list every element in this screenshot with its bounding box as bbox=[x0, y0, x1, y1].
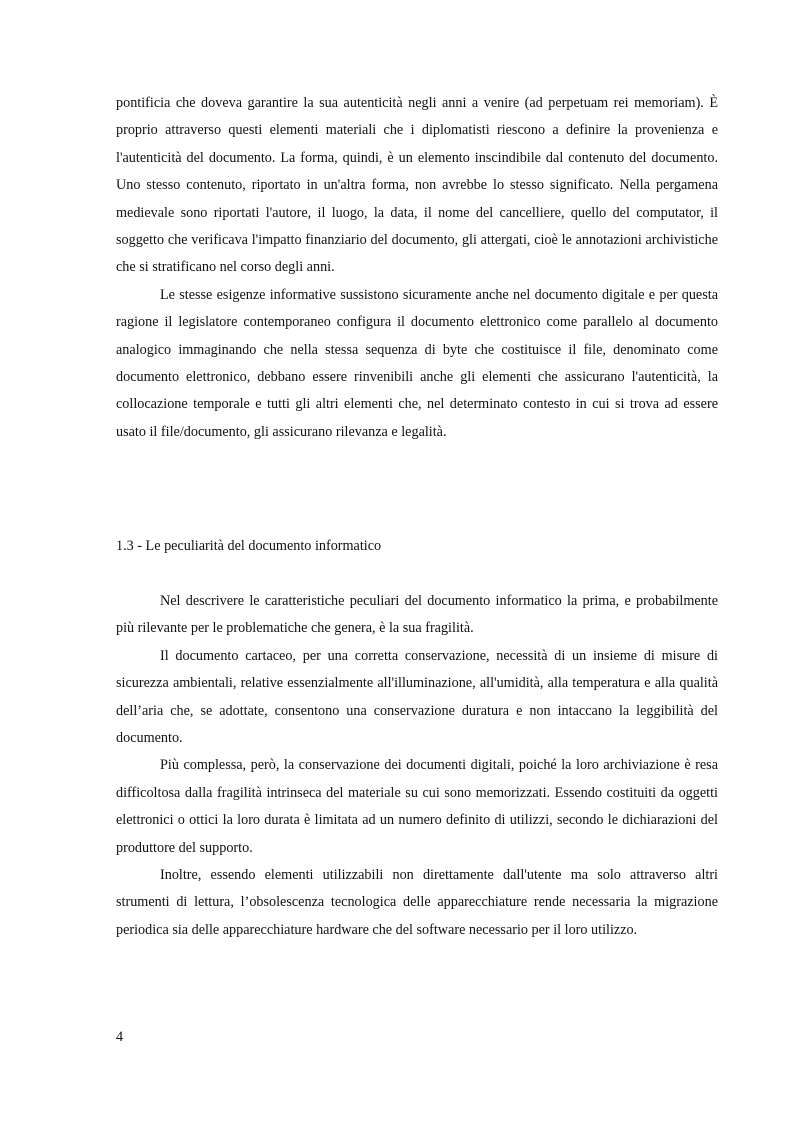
page-number: 4 bbox=[116, 1029, 124, 1045]
paragraph-obsolescence: Inoltre, essendo elementi utilizzabili non direttamente dall'utente ma solo attraverso altri strumenti di lettura, l’obsolescenza tecnologica delle apparecchiature rende necessaria la migrazione periodica sia delle apparecchiature hardware che del software necessario per il loro utilizzo. bbox=[116, 867, 718, 938]
body-text-section bbox=[116, 588, 718, 944]
paragraph-fragility: Nel descrivere le caratteristiche peculiari del documento informatico la prima, e probabilmente più rilevante per le problematiche che genera, è la sua fragilità. bbox=[116, 593, 718, 637]
paragraph-digital-conservation: Più complessa, però, la conservazione dei documenti digitali, poiché la loro archiviazione è resa difficoltosa dalla fragilità intrinseca del materiale su cui sono memorizzati. Essendo costituiti da oggetti elettronici o ottici la loro durata è limitata ad un numero definito di utilizzi, secondo le dichiarazioni del produttore del supporto. bbox=[116, 757, 718, 856]
paragraph-paper-conservation: Il documento cartaceo, per una corretta conservazione, necessità di un insieme di misure di sicurezza ambientali, relative essenzialmente all'illuminazione, all'umidità, alla temperatura e alla qualità dell’aria che, se adottate, consentono una conservazione duratura e non intaccano la leggibilità del documento. bbox=[116, 647, 718, 747]
section-heading: 1.3 - Le peculiarità del documento informatico bbox=[116, 538, 382, 554]
section-heading-block bbox=[116, 533, 718, 560]
paragraph-digital-document: Le stesse esigenze informative sussistono sicuramente anche nel documento digitale e per questa ragione il legislatore contemporaneo configura il documento elettronico come parallelo al documento analogico immaginando che nella stessa sequenza di byte che costituisce il file, denominato come documento elettronico, debbano essere rinvenibili anche gli elementi che assicurano l'autenticità, la collocazione temporale e tutti gli altri elementi che, nel determinato contesto in cui si trova ad essere usato il file/documento, gli assicurano rilevanza e legalità. bbox=[116, 286, 718, 440]
paragraph-continuation: pontificia che doveva garantire la sua autenticità negli anni a venire (ad perpetuam rei memoriam). È proprio attraverso questi elementi materiali che i diplomatisti riescono a definire la provenienza e l'autenticità del documento. La forma, quindi, è un elemento inscindibile dal contenuto del documento. Uno stesso contenuto, riportato in un'altra forma, non avrebbe lo stesso significato. Nella pergamena medievale sono riportati l'autore, il luogo, la data, il nome del cancelliere, quello del computator, il soggetto che verificava l'impatto finanziario del documento, gli attergati, cioè le annotazioni archivistiche che si stratificano nel corso degli anni. bbox=[116, 95, 718, 276]
body-text-top bbox=[116, 90, 718, 446]
